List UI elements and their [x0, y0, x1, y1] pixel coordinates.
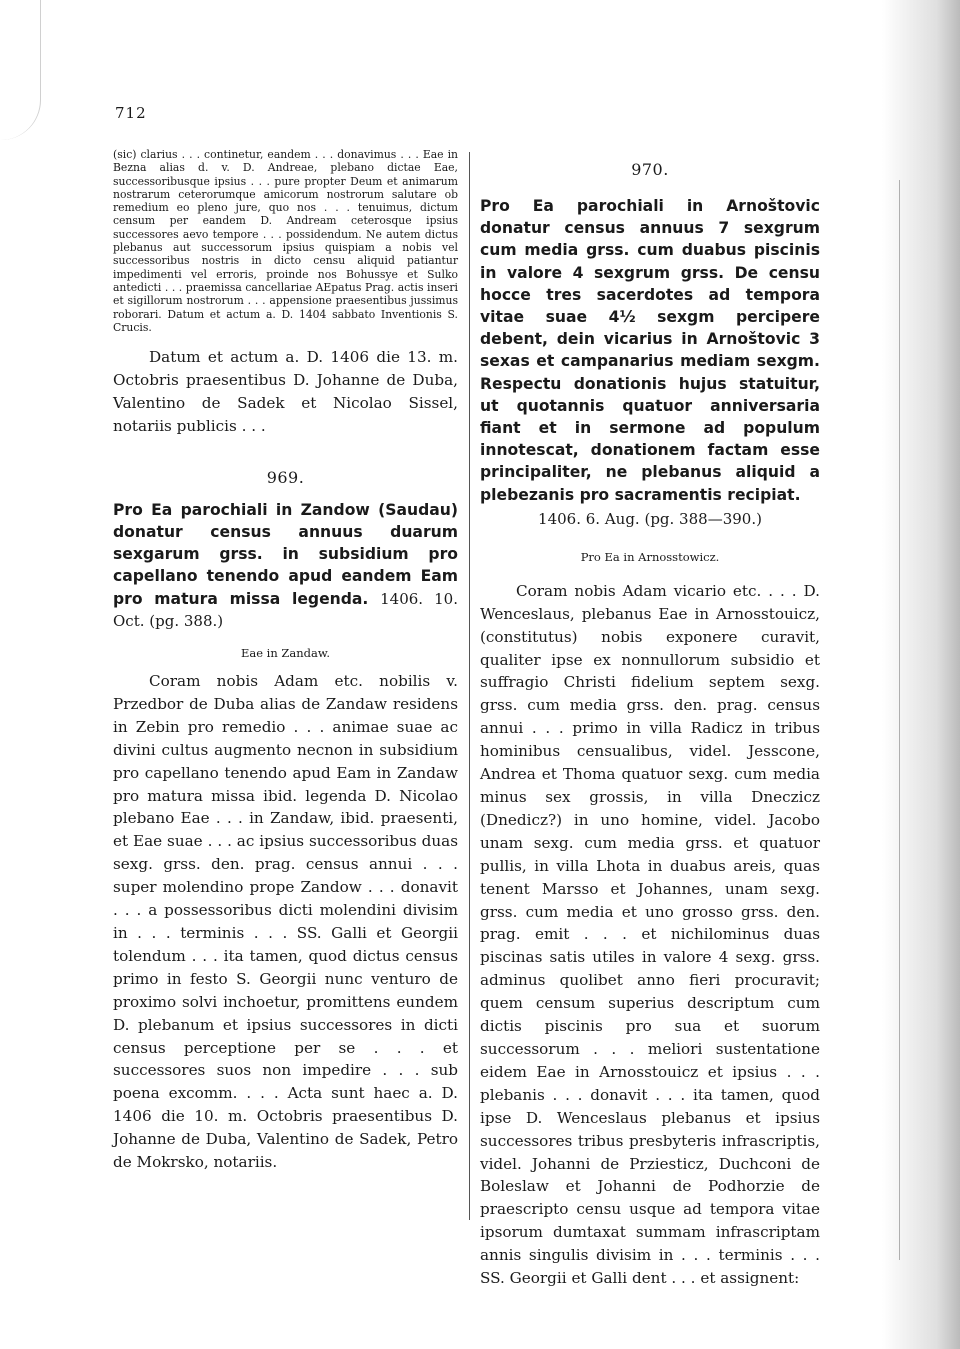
- regest-970-date: 1406. 6. Aug. (pg. 388—390.): [538, 509, 762, 528]
- regest-970: Pro Ea parochiali in Arnoštovic donatur census annuus 7 sexgrum cum media grss. cum duabus piscinis in valore 4 sexgrum grss. De censu hocce tres sacerdotes ad tempora vitae suae 4½ sexgm percipere debent, dein vicarius in Arnoštovic 3 sexas et campanarius mediam sexgm. Respectu donationis hujus statuitur, ut quotannis quatuor anniversaria fiant et in sermone ad populum innotescat, donationem factam esse principaliter, ne plebanus aliquid a plebezanis pro sacramentis recipiat.: [480, 197, 820, 504]
- heading-970: Pro Ea in Arnosstowicz.: [580, 549, 720, 564]
- entry-number-969: 969.: [266, 467, 305, 487]
- heading-969: Eae in Zandaw.: [240, 646, 331, 660]
- datum-paragraph: Datum et actum a. D. 1406 die 13. m. Octobris praesentibus D. Johanne de Duba, Valentino de Sadek et Nicolao Sissel, notariis publicis . . .: [113, 348, 458, 435]
- left-column: [113, 148, 458, 1174]
- body-970: Coram nobis Adam vicario etc. . . . D. Wenceslaus, plebanus Eae in Arnosstouicz, (constitutus) nobis exponere curavit, qualiter ipse ex nonnullorum subsidio et suffragio Christi fidelium septem sexg. grss. cum media grss. den. prag. census annui . . . primo in villa Radicz in tribus hominibus censualibus, videl. Jesscone, Andrea et Thoma quatuor sexg. cum media minus sex grossis, in villa Dneczicz (Dnedicz?) in uno homine, videl. Jacobo unam sexg. cum media grss. et quatuor pullis, in villa Lhota in duabus areis, quas tenent Marsso et Johannes, unam sexg. grss. cum media et uno grosso grss. den. prag. emit . . . et nichilominus duas piscinas satis utiles in valore 4 sexg. grss. adminus quolibet anno fieri procuravit; quem censum superius descriptum cum dictis piscinis pro sua et suorum successorum . . . meliori sustentatione eidem Eae in Arnosstouicz et ipsius . . . plebanis . . . donavit . . . ita tamen, quod ipse D. Wenceslaus plebanus et ipsius successores tribus presbyteris infrascriptis, videl. Johanni de Prziesticz, Duchconi de Boleslaw et Johanni de Podhorzie de praescripto censu usque ad tempora vitae ipsorum dumtaxat summam infrascriptam annis singulis divisim in . . . terminis . . . SS. Georgii et Galli dent . . . et assignent:: [480, 581, 820, 1288]
- regest-969-date: 1406. 10. Oct. (pg. 388.): [113, 589, 458, 630]
- right-column: [480, 160, 820, 1290]
- body-969: Coram nobis Adam etc. nobilis v. Przedbor de Duba alias de Zandaw residens in Zebin pro remedio . . . animae suae ac divini cultus augmento necnon in subsidium pro capellano tenendo apud Eam in Zandaw pro matura missa ibid. legenda D. Nicolao plebano Eae . . . in Zandaw, ibid. praesenti, et Eae suae . . . ac ipsius successoribus duas sexg. grss. den. prag. census annui . . . super molendino prope Zandow . . . donavit . . . a possessoribus dicti molendini divisim in . . . terminis . . . SS. Galli et Georgii tolendum . . . ita tamen, quod dictus census primo in festo S. Georgii nunc venturo de proximo solvi inchoetur, promittens eundem D. plebanum et ipsius successores in dicti census perceptione per se . . . et successores suos non impedire . . . sub poena excomm. . . . Acta sunt haec a. D. 1406 die 10. m. Octobris praesentibus D. Johanne de Duba, Valentino de Sadek, Petro de Mokrsko, notariis.: [113, 672, 458, 1172]
- entry-number-970: 970.: [631, 160, 669, 179]
- scan-edge-right: [882, 0, 960, 1349]
- column-divider: [469, 152, 470, 1220]
- regest-969-text: Pro Ea parochiali in Zandow (Saudau) donatur census annuus duarum sexgarum grss. in subsidium pro capellano tenendo apud eandem Eam pro matura missa legenda.: [113, 500, 458, 608]
- scan-edge-left: [0, 0, 41, 140]
- page-number: 712: [115, 104, 147, 122]
- regest-969: [113, 499, 458, 632]
- continued-note: (sic) clarius . . . continetur, eandem . . . donavimus . . . Eae in Bezna alias d. v. D. Andreae, plebano dictae Eae, successoribusque ipsius . . . pure propter Deum et animarum nostrarum ceterorumque amicorum nostrorum salutare ob remedium eo pleno jure, quo nos . . . tenuimus, dictum censum per eandem D. Andream ceterosque ipsius successores aevo tempore . . . possidendum. Ne autem dictus plebanus aut successorum ipsius quispiam a nobis vel successoribus nostris in dicto censu aliquid patiantur impedimenti vel erroris, proinde nos Bohussye et Sulko antedicti . . . praemissa cancellariae AEpatus Prag. actis inseri et sigillorum nostrorum . . . appensione praesentibus jussimus roborari. Datum et actum a. D. 1404 sabbato Inventionis S. Crucis.: [113, 148, 458, 334]
